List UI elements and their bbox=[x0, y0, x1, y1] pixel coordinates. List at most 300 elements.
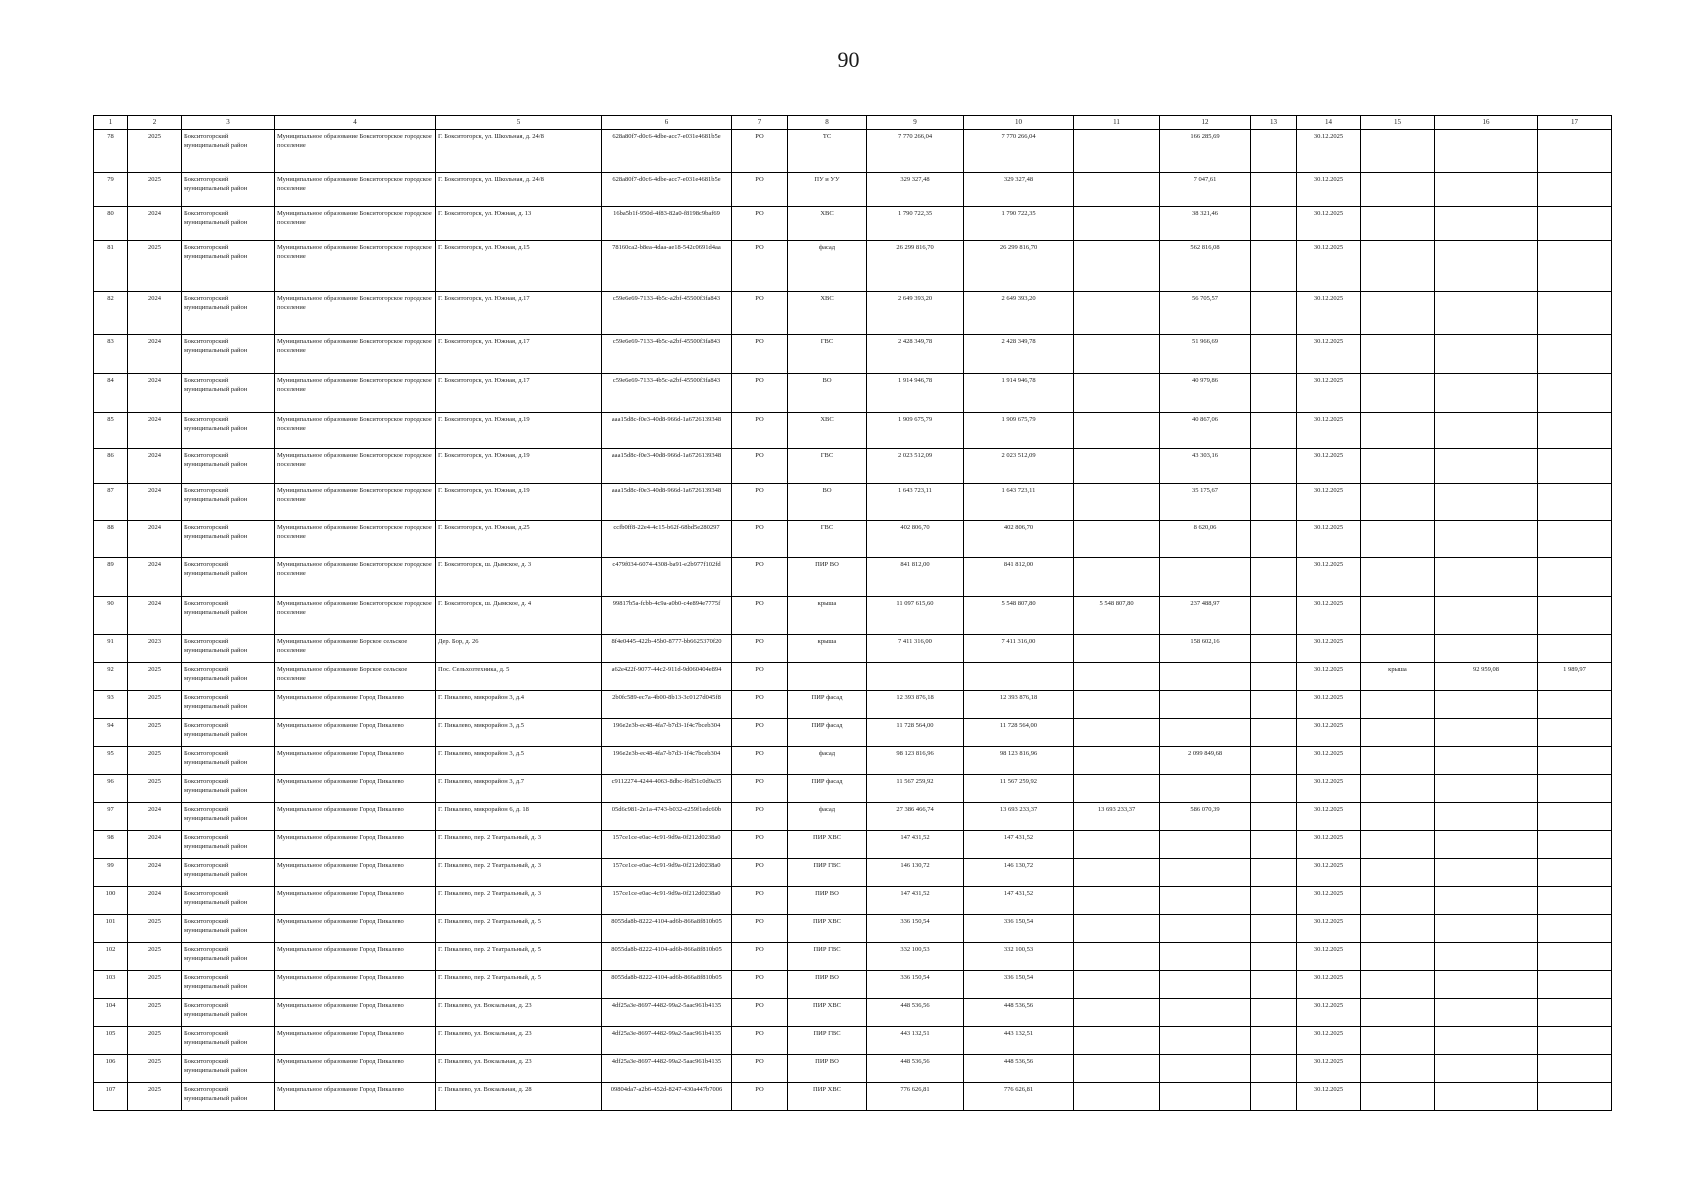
cell-cost-3 bbox=[1074, 691, 1160, 719]
cell-cost-3 bbox=[1074, 775, 1160, 803]
cell-cost-4: 35 175,67 bbox=[1160, 484, 1251, 521]
column-number-16: 16 bbox=[1435, 116, 1538, 130]
cell-extra-cost-2 bbox=[1538, 558, 1612, 597]
cell-deadline: 30.12.2025 bbox=[1297, 413, 1361, 449]
cell-cost-2: 1 909 675,79 bbox=[964, 413, 1074, 449]
cell-address: Г. Пикалево, ул. Вокзальная, д. 23 bbox=[436, 1055, 602, 1083]
column-number-1: 1 bbox=[94, 116, 128, 130]
cell-row-number: 82 bbox=[94, 292, 128, 335]
cell-cost-2: 7 770 266,04 bbox=[964, 130, 1074, 173]
cell-extra-cost bbox=[1435, 1055, 1538, 1083]
table-row bbox=[94, 241, 1612, 292]
cell-house-guid: c59e6e69-7133-4b5c-a2bf-45500f3fa843 bbox=[602, 374, 732, 413]
cell-cost-5 bbox=[1251, 747, 1297, 775]
cell-extra-work bbox=[1361, 335, 1435, 374]
cell-work-type: фасад bbox=[788, 747, 867, 775]
cell-year: 2024 bbox=[128, 859, 182, 887]
cell-extra-cost-2 bbox=[1538, 943, 1612, 971]
cell-cost-3 bbox=[1074, 915, 1160, 943]
cell-cost-5 bbox=[1251, 374, 1297, 413]
cell-fund-type: РО bbox=[732, 747, 788, 775]
cell-deadline: 30.12.2025 bbox=[1297, 241, 1361, 292]
cell-fund-type: РО bbox=[732, 831, 788, 859]
cell-house-guid: 196e2e3b-ec48-4fa7-b7d3-1f4c7bceb304 bbox=[602, 747, 732, 775]
cell-cost-2: 147 431,52 bbox=[964, 831, 1074, 859]
cell-municipality: Муниципальное образование Борское сельское поселение bbox=[275, 635, 436, 663]
cell-row-number: 102 bbox=[94, 943, 128, 971]
cell-district: Бокситогорский муниципальный район bbox=[182, 887, 275, 915]
cell-address: Г. Бокситогорск, ул. Южная, д.19 bbox=[436, 413, 602, 449]
cell-cost-5 bbox=[1251, 335, 1297, 374]
cell-cost-4: 7 047,61 bbox=[1160, 173, 1251, 207]
cell-work-type: ПИР ХВС bbox=[788, 999, 867, 1027]
cell-row-number: 84 bbox=[94, 374, 128, 413]
data-table bbox=[93, 115, 1612, 1111]
cell-deadline: 30.12.2025 bbox=[1297, 635, 1361, 663]
cell-extra-cost-2 bbox=[1538, 292, 1612, 335]
cell-cost-2: 146 130,72 bbox=[964, 859, 1074, 887]
cell-row-number: 80 bbox=[94, 207, 128, 241]
cell-cost-3: 13 693 233,37 bbox=[1074, 803, 1160, 831]
cell-row-number: 86 bbox=[94, 449, 128, 484]
cell-cost-2: 332 100,53 bbox=[964, 943, 1074, 971]
cell-cost-2: 841 812,00 bbox=[964, 558, 1074, 597]
cell-total-cost: 147 431,52 bbox=[867, 831, 964, 859]
cell-fund-type: РО bbox=[732, 173, 788, 207]
cell-municipality: Муниципальное образование Бокситогорское городское поселение bbox=[275, 374, 436, 413]
cell-total-cost: 2 023 512,09 bbox=[867, 449, 964, 484]
cell-cost-4 bbox=[1160, 1083, 1251, 1111]
cell-house-guid: 78160ca2-b8ea-4daa-ae18-542c0691d4aa bbox=[602, 241, 732, 292]
table-row bbox=[94, 413, 1612, 449]
cell-total-cost: 2 428 349,78 bbox=[867, 335, 964, 374]
cell-cost-2: 336 150,54 bbox=[964, 915, 1074, 943]
cell-cost-3 bbox=[1074, 859, 1160, 887]
cell-house-guid: a62e422f-9077-44c2-911d-9d060404e894 bbox=[602, 663, 732, 691]
cell-district: Бокситогорский муниципальный район bbox=[182, 775, 275, 803]
cell-cost-5 bbox=[1251, 521, 1297, 558]
cell-district: Бокситогорский муниципальный район bbox=[182, 719, 275, 747]
cell-fund-type: РО bbox=[732, 635, 788, 663]
column-number-2: 2 bbox=[128, 116, 182, 130]
cell-municipality: Муниципальное образование Город Пикалево bbox=[275, 719, 436, 747]
cell-extra-cost-2 bbox=[1538, 597, 1612, 635]
cell-row-number: 98 bbox=[94, 831, 128, 859]
cell-total-cost: 11 097 615,60 bbox=[867, 597, 964, 635]
cell-cost-3 bbox=[1074, 999, 1160, 1027]
cell-house-guid: 09804da7-a2b6-452d-8247-430a447b7006 bbox=[602, 1083, 732, 1111]
cell-cost-5 bbox=[1251, 999, 1297, 1027]
cell-extra-cost bbox=[1435, 374, 1538, 413]
cell-house-guid: 05d6c981-2e1a-4743-b032-e259f1edc60b bbox=[602, 803, 732, 831]
cell-house-guid: 628a80f7-d0c6-4dbe-acc7-e031e4681b5e bbox=[602, 130, 732, 173]
cell-deadline: 30.12.2025 bbox=[1297, 292, 1361, 335]
cell-cost-4 bbox=[1160, 915, 1251, 943]
table-row bbox=[94, 484, 1612, 521]
cell-cost-3 bbox=[1074, 413, 1160, 449]
cell-address: Г. Пикалево, микрорайон 3, д.7 bbox=[436, 775, 602, 803]
cell-cost-5 bbox=[1251, 859, 1297, 887]
column-number-14: 14 bbox=[1297, 116, 1361, 130]
cell-district: Бокситогорский муниципальный район bbox=[182, 1027, 275, 1055]
column-number-17: 17 bbox=[1538, 116, 1612, 130]
cell-deadline: 30.12.2025 bbox=[1297, 173, 1361, 207]
cell-year: 2025 bbox=[128, 971, 182, 999]
cell-extra-cost bbox=[1435, 943, 1538, 971]
cell-extra-cost-2 bbox=[1538, 241, 1612, 292]
cell-district: Бокситогорский муниципальный район bbox=[182, 859, 275, 887]
cell-district: Бокситогорский муниципальный район bbox=[182, 691, 275, 719]
cell-work-type: ПИР ВО bbox=[788, 971, 867, 999]
cell-district: Бокситогорский муниципальный район bbox=[182, 831, 275, 859]
cell-fund-type: РО bbox=[732, 449, 788, 484]
cell-cost-4 bbox=[1160, 558, 1251, 597]
cell-year: 2025 bbox=[128, 999, 182, 1027]
cell-extra-work bbox=[1361, 999, 1435, 1027]
cell-work-type: ПИР ГВС bbox=[788, 943, 867, 971]
cell-extra-cost: 92 959,08 bbox=[1435, 663, 1538, 691]
cell-work-type: ПИР ХВС bbox=[788, 915, 867, 943]
cell-address: Г. Пикалево, микрорайон 3, д.5 bbox=[436, 747, 602, 775]
cell-cost-3 bbox=[1074, 1027, 1160, 1055]
cell-fund-type: РО bbox=[732, 521, 788, 558]
cell-municipality: Муниципальное образование Бокситогорское городское поселение bbox=[275, 558, 436, 597]
cell-row-number: 99 bbox=[94, 859, 128, 887]
cell-house-guid: aaa15d8c-f0e3-40d8-966d-1a6726139348 bbox=[602, 413, 732, 449]
cell-deadline: 30.12.2025 bbox=[1297, 691, 1361, 719]
cell-total-cost: 448 536,56 bbox=[867, 999, 964, 1027]
cell-municipality: Муниципальное образование Город Пикалево bbox=[275, 747, 436, 775]
cell-extra-work bbox=[1361, 859, 1435, 887]
cell-fund-type: РО bbox=[732, 1055, 788, 1083]
cell-municipality: Муниципальное образование Бокситогорское городское поселение bbox=[275, 130, 436, 173]
cell-row-number: 89 bbox=[94, 558, 128, 597]
cell-house-guid: aaa15d8c-f0e3-40d8-966d-1a6726139348 bbox=[602, 484, 732, 521]
cell-extra-work bbox=[1361, 887, 1435, 915]
column-number-12: 12 bbox=[1160, 116, 1251, 130]
table-row bbox=[94, 775, 1612, 803]
cell-year: 2024 bbox=[128, 413, 182, 449]
table-row bbox=[94, 691, 1612, 719]
cell-deadline: 30.12.2025 bbox=[1297, 1055, 1361, 1083]
cell-municipality: Муниципальное образование Город Пикалево bbox=[275, 1083, 436, 1111]
cell-cost-2: 2 649 393,20 bbox=[964, 292, 1074, 335]
cell-house-guid: 8055da8b-8222-4104-ad6b-866a8f810b05 bbox=[602, 971, 732, 999]
cell-cost-3 bbox=[1074, 207, 1160, 241]
cell-year: 2025 bbox=[128, 719, 182, 747]
cell-cost-3 bbox=[1074, 521, 1160, 558]
cell-cost-2: 13 693 233,37 bbox=[964, 803, 1074, 831]
cell-address: Г. Бокситогорск, ул. Южная, д.17 bbox=[436, 335, 602, 374]
cell-extra-cost bbox=[1435, 635, 1538, 663]
cell-deadline: 30.12.2025 bbox=[1297, 775, 1361, 803]
cell-row-number: 81 bbox=[94, 241, 128, 292]
cell-work-type: фасад bbox=[788, 241, 867, 292]
cell-house-guid: 8055da8b-8222-4104-ad6b-866a8f810b05 bbox=[602, 915, 732, 943]
cell-work-type: ПИР ГВС bbox=[788, 859, 867, 887]
cell-address: Дер. Бор, д. 26 bbox=[436, 635, 602, 663]
cell-address: Г. Пикалево, пер. 2 Театральный, д. 3 bbox=[436, 887, 602, 915]
cell-municipality: Муниципальное образование Город Пикалево bbox=[275, 691, 436, 719]
cell-work-type: ПИР фасад bbox=[788, 719, 867, 747]
cell-extra-cost-2 bbox=[1538, 775, 1612, 803]
cell-work-type: ПИР ГВС bbox=[788, 1027, 867, 1055]
cell-fund-type: РО bbox=[732, 775, 788, 803]
cell-total-cost: 332 100,53 bbox=[867, 943, 964, 971]
cell-district: Бокситогорский муниципальный район bbox=[182, 803, 275, 831]
cell-extra-work bbox=[1361, 374, 1435, 413]
cell-house-guid: aaa15d8c-f0e3-40d8-966d-1a6726139348 bbox=[602, 449, 732, 484]
cell-cost-4: 586 070,39 bbox=[1160, 803, 1251, 831]
cell-house-guid: 2b0fc589-ec7a-4b00-8b13-3c0127d045f8 bbox=[602, 691, 732, 719]
cell-cost-2: 443 132,51 bbox=[964, 1027, 1074, 1055]
cell-work-type: ГВС bbox=[788, 335, 867, 374]
cell-cost-4 bbox=[1160, 971, 1251, 999]
cell-cost-3 bbox=[1074, 558, 1160, 597]
cell-house-guid: ccfb0ff8-22e4-4c15-b62f-68bd5e280297 bbox=[602, 521, 732, 558]
cell-extra-cost-2 bbox=[1538, 719, 1612, 747]
cell-extra-work bbox=[1361, 292, 1435, 335]
cell-extra-cost-2 bbox=[1538, 484, 1612, 521]
cell-extra-cost-2 bbox=[1538, 413, 1612, 449]
cell-total-cost: 1 790 722,35 bbox=[867, 207, 964, 241]
cell-extra-work bbox=[1361, 635, 1435, 663]
cell-house-guid: 4df25a3e-8697-4482-99a2-5aac961b4135 bbox=[602, 999, 732, 1027]
table-row bbox=[94, 449, 1612, 484]
cell-district: Бокситогорский муниципальный район bbox=[182, 207, 275, 241]
cell-deadline: 30.12.2025 bbox=[1297, 484, 1361, 521]
cell-extra-work bbox=[1361, 597, 1435, 635]
table-row bbox=[94, 130, 1612, 173]
cell-deadline: 30.12.2025 bbox=[1297, 521, 1361, 558]
cell-fund-type: РО bbox=[732, 999, 788, 1027]
cell-cost-5 bbox=[1251, 971, 1297, 999]
cell-address: Г. Бокситогорск, ул. Школьная, д. 24/8 bbox=[436, 173, 602, 207]
cell-cost-2: 402 806,70 bbox=[964, 521, 1074, 558]
cell-total-cost: 26 299 816,70 bbox=[867, 241, 964, 292]
cell-district: Бокситогорский муниципальный район bbox=[182, 943, 275, 971]
cell-cost-4 bbox=[1160, 1055, 1251, 1083]
cell-year: 2025 bbox=[128, 943, 182, 971]
cell-work-type: ПИР ХВС bbox=[788, 831, 867, 859]
cell-extra-cost bbox=[1435, 775, 1538, 803]
cell-row-number: 94 bbox=[94, 719, 128, 747]
cell-cost-4 bbox=[1160, 691, 1251, 719]
table-row bbox=[94, 915, 1612, 943]
cell-cost-4 bbox=[1160, 775, 1251, 803]
cell-extra-cost-2 bbox=[1538, 691, 1612, 719]
cell-cost-2: 1 643 723,11 bbox=[964, 484, 1074, 521]
cell-district: Бокситогорский муниципальный район bbox=[182, 484, 275, 521]
cell-house-guid: 196e2e3b-ec48-4fa7-b7d3-1f4c7bceb304 bbox=[602, 719, 732, 747]
cell-fund-type: РО bbox=[732, 241, 788, 292]
cell-cost-3 bbox=[1074, 292, 1160, 335]
cell-house-guid: 99817b5a-fcbb-4c9a-a0b0-c4e894e7775f bbox=[602, 597, 732, 635]
cell-cost-4: 43 303,16 bbox=[1160, 449, 1251, 484]
cell-district: Бокситогорский муниципальный район bbox=[182, 241, 275, 292]
cell-year: 2025 bbox=[128, 241, 182, 292]
cell-cost-3 bbox=[1074, 335, 1160, 374]
cell-extra-work bbox=[1361, 775, 1435, 803]
cell-cost-4: 40 979,86 bbox=[1160, 374, 1251, 413]
cell-house-guid: c59e6e69-7133-4b5c-a2bf-45500f3fa843 bbox=[602, 335, 732, 374]
cell-fund-type: РО bbox=[732, 207, 788, 241]
table-row bbox=[94, 663, 1612, 691]
cell-work-type: ПИР ВО bbox=[788, 1055, 867, 1083]
cell-year: 2025 bbox=[128, 1083, 182, 1111]
cell-address: Г. Пикалево, микрорайон 3, д.5 bbox=[436, 719, 602, 747]
cell-district: Бокситогорский муниципальный район bbox=[182, 292, 275, 335]
cell-total-cost: 402 806,70 bbox=[867, 521, 964, 558]
cell-cost-5 bbox=[1251, 719, 1297, 747]
cell-cost-5 bbox=[1251, 943, 1297, 971]
table-row bbox=[94, 597, 1612, 635]
cell-municipality: Муниципальное образование Бокситогорское городское поселение bbox=[275, 597, 436, 635]
cell-extra-work bbox=[1361, 691, 1435, 719]
cell-municipality: Муниципальное образование Город Пикалево bbox=[275, 943, 436, 971]
table-row bbox=[94, 207, 1612, 241]
cell-total-cost: 11 567 259,92 bbox=[867, 775, 964, 803]
cell-municipality: Муниципальное образование Город Пикалево bbox=[275, 1055, 436, 1083]
cell-cost-2: 448 536,56 bbox=[964, 999, 1074, 1027]
cell-work-type bbox=[788, 663, 867, 691]
cell-cost-5 bbox=[1251, 775, 1297, 803]
cell-extra-cost bbox=[1435, 803, 1538, 831]
cell-fund-type: РО bbox=[732, 915, 788, 943]
cell-extra-cost-2 bbox=[1538, 831, 1612, 859]
cell-municipality: Муниципальное образование Город Пикалево bbox=[275, 1027, 436, 1055]
cell-total-cost: 2 649 393,20 bbox=[867, 292, 964, 335]
cell-extra-cost bbox=[1435, 173, 1538, 207]
column-number-7: 7 bbox=[732, 116, 788, 130]
cell-extra-cost bbox=[1435, 292, 1538, 335]
table-row bbox=[94, 1027, 1612, 1055]
cell-fund-type: РО bbox=[732, 335, 788, 374]
cell-extra-cost-2 bbox=[1538, 859, 1612, 887]
cell-municipality: Муниципальное образование Город Пикалево bbox=[275, 859, 436, 887]
cell-deadline: 30.12.2025 bbox=[1297, 663, 1361, 691]
cell-year: 2025 bbox=[128, 747, 182, 775]
table-row bbox=[94, 943, 1612, 971]
cell-address: Г. Пикалево, ул. Вокзальная, д. 28 bbox=[436, 1083, 602, 1111]
cell-extra-cost-2 bbox=[1538, 374, 1612, 413]
cell-address: Г. Бокситогорск, ул. Южная, д.19 bbox=[436, 449, 602, 484]
cell-deadline: 30.12.2025 bbox=[1297, 335, 1361, 374]
column-number-6: 6 bbox=[602, 116, 732, 130]
cell-row-number: 87 bbox=[94, 484, 128, 521]
cell-cost-3: 5 548 807,80 bbox=[1074, 597, 1160, 635]
cell-cost-3 bbox=[1074, 663, 1160, 691]
cell-municipality: Муниципальное образование Город Пикалево bbox=[275, 915, 436, 943]
cell-deadline: 30.12.2025 bbox=[1297, 719, 1361, 747]
cell-total-cost bbox=[867, 663, 964, 691]
cell-row-number: 79 bbox=[94, 173, 128, 207]
cell-total-cost: 1 909 675,79 bbox=[867, 413, 964, 449]
cell-row-number: 78 bbox=[94, 130, 128, 173]
cell-cost-5 bbox=[1251, 915, 1297, 943]
cell-deadline: 30.12.2025 bbox=[1297, 915, 1361, 943]
column-number-3: 3 bbox=[182, 116, 275, 130]
cell-cost-5 bbox=[1251, 207, 1297, 241]
cell-row-number: 92 bbox=[94, 663, 128, 691]
cell-cost-4 bbox=[1160, 859, 1251, 887]
cell-district: Бокситогорский муниципальный район bbox=[182, 413, 275, 449]
table-row bbox=[94, 173, 1612, 207]
cell-cost-4: 237 488,97 bbox=[1160, 597, 1251, 635]
cell-house-guid: 628a80f7-d0c6-4dbe-acc7-e031e4681b5e bbox=[602, 173, 732, 207]
cell-row-number: 107 bbox=[94, 1083, 128, 1111]
cell-deadline: 30.12.2025 bbox=[1297, 859, 1361, 887]
cell-work-type: ГВС bbox=[788, 521, 867, 558]
column-number-10: 10 bbox=[964, 116, 1074, 130]
cell-address: Г. Бокситогорск, ш. Дымское, д. 4 bbox=[436, 597, 602, 635]
cell-extra-work bbox=[1361, 558, 1435, 597]
cell-fund-type: РО bbox=[732, 130, 788, 173]
cell-cost-2: 12 393 876,18 bbox=[964, 691, 1074, 719]
table-row bbox=[94, 887, 1612, 915]
cell-extra-cost-2 bbox=[1538, 999, 1612, 1027]
table-header-row bbox=[94, 116, 1612, 130]
cell-extra-cost bbox=[1435, 971, 1538, 999]
cell-extra-cost-2 bbox=[1538, 635, 1612, 663]
cell-year: 2025 bbox=[128, 1027, 182, 1055]
cell-work-type: ХВС bbox=[788, 413, 867, 449]
cell-extra-cost bbox=[1435, 915, 1538, 943]
cell-total-cost: 841 812,00 bbox=[867, 558, 964, 597]
cell-cost-5 bbox=[1251, 484, 1297, 521]
cell-municipality: Муниципальное образование Бокситогорское городское поселение bbox=[275, 521, 436, 558]
cell-deadline: 30.12.2025 bbox=[1297, 207, 1361, 241]
cell-cost-3 bbox=[1074, 449, 1160, 484]
cell-cost-4 bbox=[1160, 831, 1251, 859]
cell-deadline: 30.12.2025 bbox=[1297, 971, 1361, 999]
cell-cost-2: 98 123 816,96 bbox=[964, 747, 1074, 775]
cell-extra-cost-2 bbox=[1538, 1083, 1612, 1111]
cell-fund-type: РО bbox=[732, 719, 788, 747]
cell-total-cost: 98 123 816,96 bbox=[867, 747, 964, 775]
cell-deadline: 30.12.2025 bbox=[1297, 831, 1361, 859]
cell-district: Бокситогорский муниципальный район bbox=[182, 597, 275, 635]
cell-year: 2024 bbox=[128, 597, 182, 635]
cell-total-cost: 7 770 266,04 bbox=[867, 130, 964, 173]
cell-address: Г. Бокситогорск, ул. Школьная, д. 24/8 bbox=[436, 130, 602, 173]
cell-extra-cost bbox=[1435, 241, 1538, 292]
cell-district: Бокситогорский муниципальный район bbox=[182, 173, 275, 207]
cell-cost-5 bbox=[1251, 292, 1297, 335]
cell-deadline: 30.12.2025 bbox=[1297, 449, 1361, 484]
cell-cost-3 bbox=[1074, 1083, 1160, 1111]
cell-extra-cost-2 bbox=[1538, 207, 1612, 241]
cell-extra-cost-2 bbox=[1538, 1027, 1612, 1055]
cell-year: 2023 bbox=[128, 635, 182, 663]
cell-cost-3 bbox=[1074, 1055, 1160, 1083]
cell-work-type: ГВС bbox=[788, 449, 867, 484]
cell-deadline: 30.12.2025 bbox=[1297, 597, 1361, 635]
cell-cost-5 bbox=[1251, 449, 1297, 484]
cell-extra-work bbox=[1361, 241, 1435, 292]
table-row bbox=[94, 374, 1612, 413]
cell-total-cost: 336 150,54 bbox=[867, 915, 964, 943]
cell-work-type: крыша bbox=[788, 635, 867, 663]
cell-extra-cost bbox=[1435, 130, 1538, 173]
cell-municipality: Муниципальное образование Город Пикалево bbox=[275, 775, 436, 803]
cell-year: 2024 bbox=[128, 207, 182, 241]
cell-work-type: ПИР фасад bbox=[788, 775, 867, 803]
cell-address: Г. Пикалево, пер. 2 Театральный, д. 5 bbox=[436, 971, 602, 999]
cell-extra-work bbox=[1361, 1027, 1435, 1055]
cell-extra-cost-2 bbox=[1538, 915, 1612, 943]
cell-district: Бокситогорский муниципальный район bbox=[182, 558, 275, 597]
